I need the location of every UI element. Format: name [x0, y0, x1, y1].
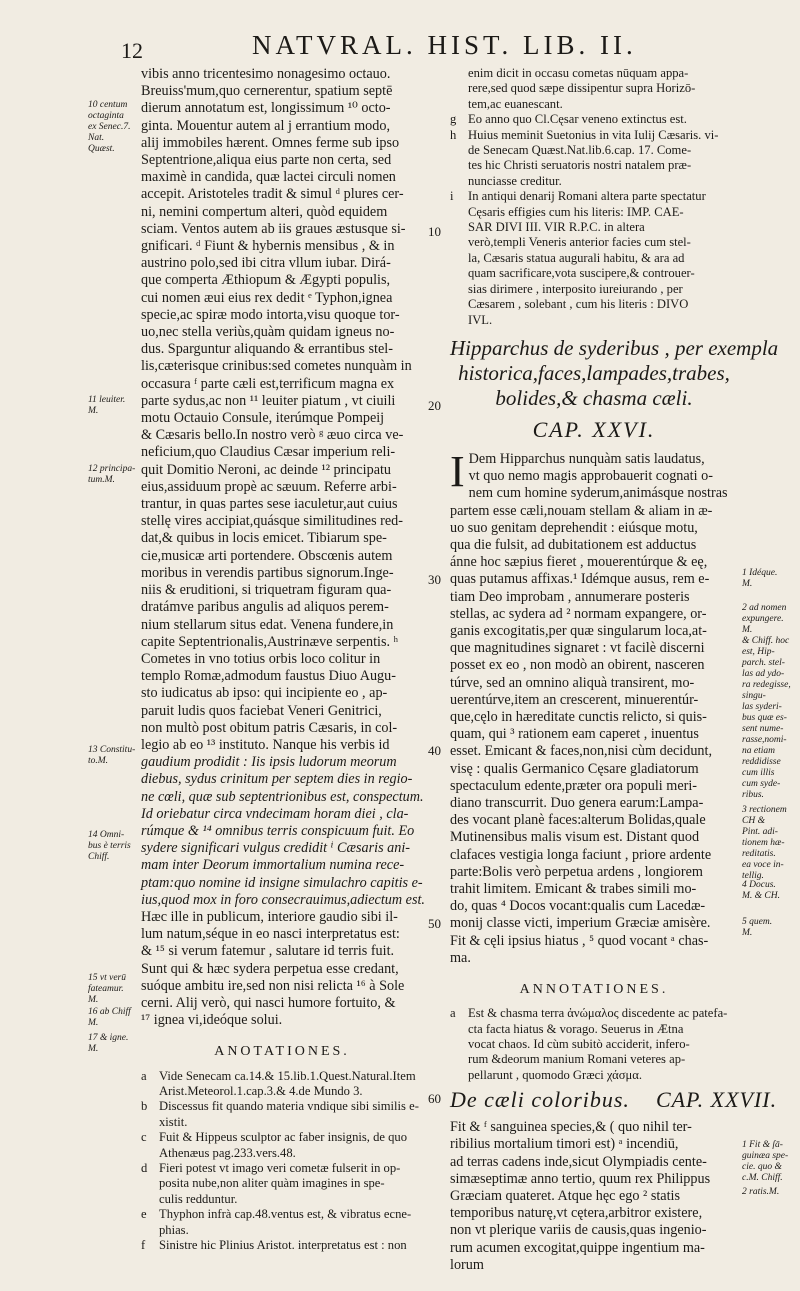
annotation-line: e Thyphon infrà cap.48.ventus est, & vibratus ecne- — [141, 1207, 412, 1222]
note-line: verò,templi Veneris anterior facies cum stel- — [468, 235, 691, 250]
section-title-line: Hipparchus de syderibus , per exempla — [450, 335, 779, 360]
margin-note: 11 leuiter. M. — [88, 395, 126, 416]
annotation-line-mark: e — [141, 1207, 147, 1222]
margin-note: 2 ratis.M. — [742, 1187, 780, 1197]
text-line: quas putamus affixas.¹ Idémque ausus, rem e- — [450, 571, 710, 588]
margin-note: 5 quem. M. — [742, 917, 773, 938]
text-line: sto iudicatus ab ipso: qui incipiente eo , ap- — [141, 685, 388, 702]
text-line: diano transcurrit. Duo genera earum:Lampa- — [450, 794, 704, 811]
text-line: specie,ac spiræ modo intorta,visu quoque tor- — [141, 306, 400, 323]
text-line: cui nomen æui eius rex dedit ᵉ Typhon,ignea — [141, 289, 393, 306]
annotation-line-mark: f — [141, 1238, 146, 1253]
text-line: ánne hoc sæpius fieret , mouerentúrque & eę, — [450, 554, 708, 571]
text-line: ganis excogitatis,per quæ singularum loca,at- — [450, 622, 707, 639]
text-line: ¹⁷ ignea vi,ideóque solui. — [141, 1012, 283, 1029]
line-number: 40 — [428, 743, 441, 758]
text-line: niis & eruditioni, si triquetram figuram qua- — [141, 582, 392, 599]
annotation-line: a Est & chasma terra ἀνώμαλος discedente ac patefa- — [450, 1006, 728, 1021]
text-line: Cometes in vno totius orbis loco colitur in — [141, 650, 381, 667]
second-chapter-title — [450, 1087, 778, 1113]
text-line: capite Septentrionalis,Austrinæve serpentis. ʰ — [141, 633, 399, 650]
text-line: alij immobiles hærent. Omnes ferme sub ipso — [141, 134, 400, 151]
text-line: uo,nec stella veriùs,quàm quidam igneus no- — [141, 324, 395, 341]
text-line: mam inter Deorum immortalium numina rece- — [141, 857, 405, 874]
text-line: ad terras cadens inde,sicut Olympiadis cente- — [450, 1153, 707, 1170]
note-line: g Eo anno quo Cl.Cęsar veneno extinctus est. — [450, 112, 687, 127]
margin-note: 4 Docus. M. & CH. — [742, 880, 780, 901]
margin-note: 1 Fit & ſā- guinæa spe- cie. quo & c.M. Chiff. — [742, 1140, 789, 1183]
text-line: dus. Sparguntur aliquando & errantibus stel- — [141, 341, 393, 358]
text-line: rúmque & ¹⁴ omnibus terris conspicuum fuit. Eo — [141, 822, 415, 839]
text-line: paruit ludis quos faciebat Veneri Genitrici, — [141, 702, 382, 719]
margin-note: 10 centum octaginta ex Senec.7. Nat. Quæst. — [88, 100, 131, 154]
annotation-line: c Fuit & Hippeus sculptor ac faber insignis, de quo — [141, 1130, 407, 1145]
text-line: túrve, sed an omnino aliquà transirent, mo- — [450, 674, 695, 691]
text-line: sydere significari vulgus credidit ⁱ Cæsaris ani- — [141, 840, 410, 857]
line-number: 50 — [428, 916, 441, 931]
text-line: posset ex eo , non modò an obirent, nasceren — [450, 657, 705, 674]
text-line: Breuiss'mum,quo cernerentur, spatium septē — [141, 83, 393, 100]
text-line: sciam. Ventos autem ab iis graues æstusque si- — [141, 220, 406, 237]
note-line: enim dicit in occasu cometas nūquam appa- — [468, 66, 689, 80]
text-line: Sunt qui & hæc sydera perpetua esse credant, — [141, 960, 399, 977]
chapter-heading: CAP. XXVI. — [532, 416, 656, 442]
text-line: non vt plerique variis de causis,quas ingenio- — [450, 1222, 707, 1239]
text-line: que,cęlo in hæreditate cunctis relicto, si quis- — [450, 708, 707, 725]
line-number: 30 — [428, 572, 441, 587]
note-line: rere,sed quod sæpe dissipentur supra Horizō- — [468, 81, 696, 96]
text-line: cie,musicæ arti portendere. Obscœnis autem — [141, 547, 393, 564]
chapter-text — [450, 446, 738, 967]
text-line: do, quas ⁴ Docos vocant:qualis cum Lacedæ- — [450, 898, 706, 915]
note-line: de Senecam Quæst.Nat.lib.6.cap. 17. Come- — [468, 143, 692, 158]
annotation-line-mark: a — [141, 1068, 147, 1083]
text-line: Hæc ille in publicum, interiore gaudio sibi il- — [141, 908, 398, 925]
text-line: lum natum,séque in eo nasci interpretatus est: — [141, 926, 400, 943]
text-line: spectaculum edente,præter ora populi meri- — [450, 777, 698, 794]
margin-note: 14 Omni- bus è terris Chiff. — [88, 830, 131, 862]
text-line: temporibus naturę,vt cętera,arbitror existere, — [450, 1205, 703, 1222]
text-line: ribilius mortalium timori est) ᵃ incendiū, — [450, 1136, 679, 1153]
line-number: 10 — [428, 224, 441, 239]
text-line: moribus in verendis partibus signorum.Inge- — [141, 564, 394, 581]
text-line: ma. — [450, 949, 471, 966]
text-line: dierum annotatum est, longissimum ¹⁰ octo- — [141, 100, 391, 117]
second-chapter-text — [450, 1119, 738, 1274]
text-line: ni, nemini compertum alteri, quòd equidem — [141, 203, 388, 220]
annotation-line: xistit. — [159, 1114, 188, 1129]
note-line: sias dirimere , interposito iureiurando , per — [468, 281, 683, 296]
annotation-line: d Fieri potest vt imago veri cometæ fulserit in op- — [141, 1161, 401, 1176]
text-line: dratámve paribus angulis ad aliquos perem- — [141, 599, 389, 616]
text-line: des vocant planè faces:alterum Bolidas,quale — [450, 812, 706, 829]
section-title-line: historica,faces,lampades,trabes, — [458, 360, 730, 385]
right-top-note — [450, 66, 738, 112]
note-line: la, Cæsaris statua augurali habitu, & ara ad — [468, 250, 685, 265]
annotation-line-mark: d — [141, 1161, 148, 1176]
text-line: lorum — [450, 1256, 484, 1273]
annotation-line: f Sinistre hic Plinius Aristot. interpretatus est : non — [141, 1238, 407, 1253]
running-head: NATVRAL. HIST. LIB. II. — [252, 30, 637, 60]
text-line: esset. Emicant & faces,non,nisi cùm decidunt, — [450, 743, 713, 760]
note-line: Cęsaris effigies cum his literis: IMP. CAE- — [468, 204, 684, 219]
text-line: non multò post obitum patris Cæsaris, in col- — [141, 719, 398, 736]
page-number: 12 — [121, 38, 143, 63]
annotation-line: culis redduntur. — [159, 1191, 238, 1206]
text-line: templo Romæ,admodum faustus Diuo Augu- — [141, 668, 396, 685]
section-title-line: bolides,& chasma cæli. — [495, 385, 693, 410]
text-line: parte:Bolis verò perpetua ardens , longiorem — [450, 863, 703, 880]
annotation-line: a Vide Senecam ca.14.& 15.lib.1.Quest.Natural.Item — [141, 1068, 416, 1083]
text-line: Græciam quateret. Atque hęc ego ² statis — [450, 1188, 680, 1205]
annotation-line: cta facta hiatus & vorago. Seuerus in Ætna — [468, 1021, 684, 1036]
text-line: austrino polo,sed ibi citra vllum iubar. Dirá- — [141, 255, 391, 272]
margin-note: 3 rectionem CH & Pint. adi- tionem hæ- reditatis. ea voce in- tellig. — [742, 805, 787, 881]
text-line: vibis anno tricentesimo nonagesimo octauo. — [141, 66, 391, 82]
annotation-line: vocat chaos. Id cùm subitò acciderit, infero- — [468, 1037, 690, 1052]
text-line: nem cum homine syderum,animásque nostras — [468, 485, 728, 502]
right-annotation — [450, 1006, 738, 1083]
text-line: parte sydus,ac non ¹¹ leuiter piatum , vt ciuili — [141, 392, 396, 409]
text-line: ne cœli, quæ sub septentrionibus est, conspectum. — [141, 788, 424, 805]
text-line: stellę vires accipiat,quásque similitudines red- — [141, 513, 403, 530]
text-line: nium stellarum situs edat. Venena fundere,in — [141, 616, 394, 633]
text-line: trantur, in quas partes sese iaculetur,aut cuius — [141, 496, 398, 513]
drop-cap: I — [450, 446, 465, 496]
second-cap-heading: CAP. XXVII. — [655, 1087, 778, 1113]
margin-note: 2 ad nomen expungere. M. & Chiff. hoc est, Hip- parch. stel- las ad ydo- ra redegisse, singu- las syderi- bus quæ es- sent nume- rasse,nomi- na etiam reddidisse cum illis cum syde- ribus. — [742, 603, 791, 800]
left-body-text — [141, 66, 423, 1029]
text-line: neficium,quo Claudius Cæsar imperium reli- — [141, 444, 396, 461]
text-line: uerentúrve,item an crescerent, minuerentúr- — [450, 691, 699, 708]
text-line: que comperta Æthiopum & Ægypti populis, — [141, 272, 391, 289]
right-notes — [450, 112, 738, 328]
text-line: vt quo nemo magis approbauerit cognati o- — [468, 468, 713, 485]
note-line-mark: i — [450, 189, 454, 204]
note-line: tes hic Christi seruatoris nostri natalem præ- — [468, 158, 692, 173]
text-line: visę : qualis Germanico Cęsare gladiatorum — [450, 760, 699, 777]
note-line-mark: h — [450, 127, 457, 142]
text-line: maximè in candida, quæ lactei circuli nomen — [141, 169, 396, 186]
second-title-text: De cæli coloribus. — [450, 1087, 630, 1113]
text-line: Dem Hipparchus nunquàm satis laudatus, — [468, 450, 705, 467]
note-line: SAR DIVI III. VIR R.P.C. in altera — [468, 220, 645, 235]
text-line: partem esse cæli,nouam stellam & aliam in æ- — [450, 502, 713, 519]
text-line: qua die fulsit, ad dubitationem est adductus — [450, 536, 697, 553]
note-line: nunciasse creditur. — [468, 173, 562, 188]
annotation-line-mark: b — [141, 1099, 148, 1114]
text-line: monij classe victi, imperium Græciæ amisère. — [450, 915, 711, 932]
text-line: ptam:quo nomine id insigne simulachro capitis e- — [141, 874, 423, 891]
note-line: i In antiqui denarij Romani altera parte spectatur — [450, 189, 706, 204]
left-column — [141, 66, 423, 1253]
text-line: quam, qui ³ rationem eam caperet , inuentus — [450, 726, 699, 743]
annotation-line: posita nube,non aliter quàm imagines in spe- — [159, 1176, 385, 1191]
annotation-line: b Discessus fit quando materia vndique sibi similis e- — [141, 1099, 419, 1114]
text-line: eius,assiduum propè ac sæuum. Referre arbi- — [141, 478, 397, 495]
margin-note: 1 Idéque. M. — [742, 568, 778, 589]
margin-note: 15 vt verū fateamur. M. — [88, 973, 126, 1005]
annotation-line: Arist.Meteorol.1.cap.3.& 4.de Mundo 3. — [159, 1083, 363, 1098]
line-number: 60 — [428, 1091, 441, 1106]
text-line: & ¹⁵ si verum fatemur , salutare id terris fuit. — [141, 943, 395, 960]
text-line: quit Domitio Neroni, ac deinde ¹² principatu — [141, 461, 392, 478]
note-line: IVL. — [468, 312, 493, 327]
note-line: Cæsarem , solebant , cum his literis : DIVO — [468, 297, 689, 312]
text-line: clafaces vestigia longa faciunt , priore ardente — [450, 846, 712, 863]
annotation-line-mark: c — [141, 1130, 147, 1145]
text-line: suóque ambitu ire,sed non nisi relicta ¹⁶ à Sole — [141, 977, 405, 994]
left-annotations-heading: ANOTATIONES. — [214, 1044, 350, 1060]
text-line: trahit limitem. Emicant & trabes simili mo- — [450, 880, 697, 897]
text-line: gaudium prodidit : Iis ipsis ludorum meorum — [141, 754, 397, 771]
text-line: Fit & ᶠ sanguinea species,& ( quo nihil ter- — [450, 1119, 692, 1136]
text-line: dat,& quibus in locis emicet. Tibiarum spe- — [141, 530, 387, 547]
text-line: tiam Deo improbam , annumerare posteris — [450, 588, 690, 605]
text-line: cerni. Alij verò, qui nasci humore fortuito, & — [141, 994, 396, 1011]
left-annotations — [141, 1069, 423, 1254]
text-line: rum acumen excogitat,quippe ingentium ma- — [450, 1239, 705, 1256]
annotation-line: Athenæus pag.233.vers.48. — [159, 1145, 296, 1160]
line-number: 20 — [428, 398, 441, 413]
text-line: gnificari. ᵈ Fiunt & hybernis mensibus , & in — [141, 238, 395, 255]
text-line: accepit. Aristoteles tradit & simul ᵈ plures cer- — [141, 186, 404, 203]
text-line: ius,quod mox in foro consecrauimus,adiectum est. — [141, 891, 425, 908]
text-line: que magnitudines signaret : vt facilè discerni — [450, 640, 705, 657]
text-line: ginta. Mouentur autem al j errantium modo, — [141, 117, 391, 134]
note-line: tem,ac euanescant. — [468, 96, 563, 111]
text-line: occasura ᶠ parte cæli est,terrificum magna ex — [141, 375, 395, 392]
section-title — [450, 335, 779, 411]
text-line: Septentrione,aliqua eius parte non certa, sed — [141, 152, 392, 169]
annotation-line: rum &deorum manium Romani veteres ap- — [468, 1052, 686, 1067]
note-line-mark: g — [450, 112, 457, 127]
margin-note: 17 & igne. M. — [88, 1033, 129, 1054]
text-line: Id oriebatur circa vndecimam horam diei , cla- — [141, 805, 409, 822]
text-line: stellas, ac sydera ad ² normam expangere, or- — [450, 605, 707, 622]
text-line: simæseptimæ anno tertio, quum rex Philippus — [450, 1170, 711, 1187]
text-line: Mutinensibus malis visum est. Distant quod — [450, 829, 700, 846]
text-line: diebus, sydus crinitum per septem dies in regio- — [141, 771, 413, 788]
text-line: lis,cæterisque crinibus:sed cometes nunquàm in — [141, 358, 412, 375]
text-line: legio ab eo ¹³ instituto. Nanque his verbis id — [141, 736, 390, 753]
annotation-line: phias. — [159, 1222, 189, 1237]
margin-note: 16 ab Chiff M. — [88, 1007, 131, 1028]
text-line: uo suo genitam deprehendit : eiúsque motu, — [450, 519, 698, 536]
annotation-line: pellarunt , quomodo Græci χάσμα. — [468, 1067, 643, 1082]
note-line: h Huius meminit Suetonius in vita Iulij Cæsaris. vi- — [450, 127, 719, 142]
right-annotations-heading: ANNOTATIONES. — [519, 982, 669, 997]
annotation-line-mark: a — [450, 1006, 456, 1021]
text-line: Fit & cęli ipsius hiatus , ⁵ quod vocant ᵃ chas- — [450, 932, 709, 949]
text-line: & Cæsaris bello.In nostro verò ᵍ æuo circa ve- — [141, 427, 404, 444]
note-line: quam sacrificare,vota suscipere,& controuer- — [468, 266, 695, 281]
text-line: motu Octauio Consule, iterúmque Pompeij — [141, 410, 385, 427]
margin-note: 12 principa- tum.M. — [88, 464, 136, 485]
margin-note: 13 Constitu- to.M. — [88, 745, 136, 766]
